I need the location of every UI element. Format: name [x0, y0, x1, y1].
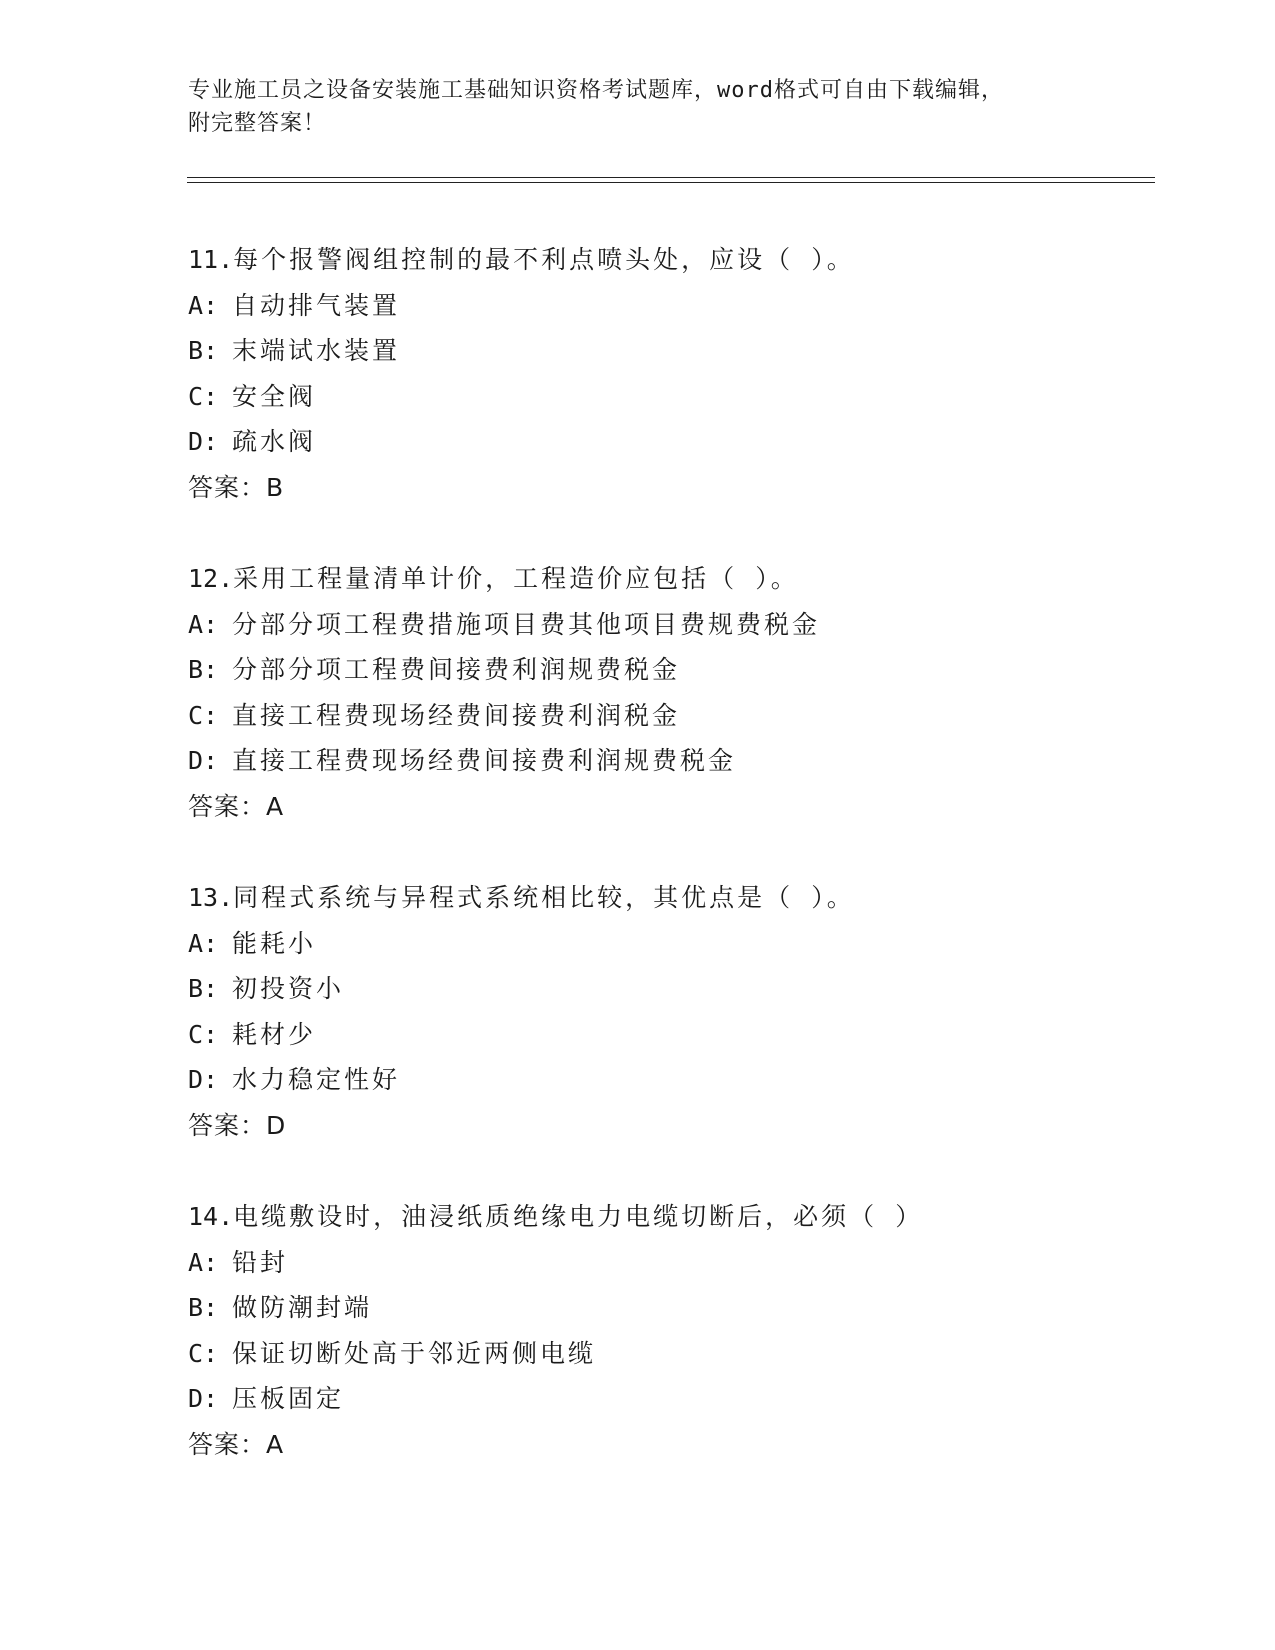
option-letter: D: — [188, 1384, 219, 1413]
option-letter: B: — [188, 974, 219, 1003]
option-letter: C: — [188, 1338, 219, 1368]
option-b — [188, 647, 1148, 693]
option-a — [188, 1240, 1148, 1286]
option-letter: D: — [188, 427, 219, 456]
option-c — [188, 1012, 1148, 1058]
header-line-2: 附完整答案！ — [188, 111, 327, 136]
option-text: 水力稳定性好 — [232, 1065, 401, 1094]
option-text: 压板固定 — [232, 1384, 345, 1413]
question-text: 电缆敷设时，油浸纸质绝缘电力电缆切断后，必须（ ） — [233, 1202, 924, 1231]
question-14 — [188, 1194, 1148, 1467]
option-a — [188, 283, 1148, 329]
question-stem — [188, 875, 1148, 921]
option-text: 铅封 — [232, 1247, 289, 1277]
question-text: 每个报警阀组控制的最不利点喷头处，应设（ ）。 — [233, 245, 855, 274]
option-a — [188, 602, 1148, 648]
question-stem — [188, 1194, 1148, 1240]
header-rule-top — [187, 177, 1155, 178]
option-text: 末端试水装置 — [232, 336, 401, 365]
option-c — [188, 374, 1148, 420]
option-letter: C: — [188, 381, 219, 411]
option-b — [188, 1285, 1148, 1331]
option-d — [188, 419, 1148, 465]
option-letter: A: — [188, 1247, 219, 1277]
answer-line: 答案：B — [188, 472, 285, 502]
option-b — [188, 966, 1148, 1012]
answer-line: 答案：A — [188, 791, 285, 821]
option-text: 耗材少 — [232, 1019, 317, 1049]
option-d — [188, 1376, 1148, 1422]
question-13 — [188, 875, 1148, 1148]
option-text: 安全阀 — [232, 381, 317, 411]
question-number: 11. — [188, 245, 234, 274]
answer-line: 答案：D — [188, 1110, 287, 1140]
option-letter: A: — [188, 609, 219, 639]
option-letter: B: — [188, 655, 219, 684]
option-text: 分部分项工程费措施项目费其他项目费规费税金 — [232, 609, 821, 639]
option-letter: B: — [188, 1293, 219, 1322]
option-text: 能耗小 — [232, 928, 317, 958]
question-text: 同程式系统与异程式系统相比较，其优点是（ ）。 — [233, 883, 855, 912]
question-11 — [188, 237, 1148, 510]
option-letter: B: — [188, 336, 219, 365]
option-letter: A: — [188, 928, 219, 958]
option-text: 直接工程费现场经费间接费利润规费税金 — [232, 746, 737, 775]
option-text: 保证切断处高于邻近两侧电缆 — [232, 1338, 597, 1368]
option-d — [188, 1057, 1148, 1103]
option-d — [188, 738, 1148, 784]
option-letter: A: — [188, 290, 219, 320]
question-number: 13. — [188, 883, 234, 912]
question-number: 12. — [188, 564, 234, 593]
option-text: 初投资小 — [232, 974, 345, 1003]
option-text: 直接工程费现场经费间接费利润税金 — [232, 700, 681, 730]
question-stem — [188, 237, 1148, 283]
answer-line: 答案：A — [188, 1429, 285, 1459]
question-number: 14. — [188, 1202, 234, 1231]
option-letter: C: — [188, 700, 219, 730]
option-a — [188, 921, 1148, 967]
header-line-1: 专业施工员之设备安装施工基础知识资格考试题库，word格式可自由下载编辑， — [188, 78, 1004, 103]
option-text: 自动排气装置 — [232, 290, 401, 320]
document-header — [188, 74, 1068, 140]
question-12 — [188, 556, 1148, 829]
question-text: 采用工程量清单计价，工程造价应包括（ ）。 — [233, 564, 799, 593]
option-text: 做防潮封端 — [232, 1293, 373, 1322]
option-letter: D: — [188, 1065, 219, 1094]
option-text: 疏水阀 — [232, 427, 317, 456]
question-stem — [188, 556, 1148, 602]
option-c — [188, 1331, 1148, 1377]
option-b — [188, 328, 1148, 374]
header-rule-bottom — [187, 182, 1155, 183]
option-text: 分部分项工程费间接费利润规费税金 — [232, 655, 681, 684]
option-c — [188, 693, 1148, 739]
option-letter: C: — [188, 1019, 219, 1049]
option-letter: D: — [188, 746, 219, 775]
